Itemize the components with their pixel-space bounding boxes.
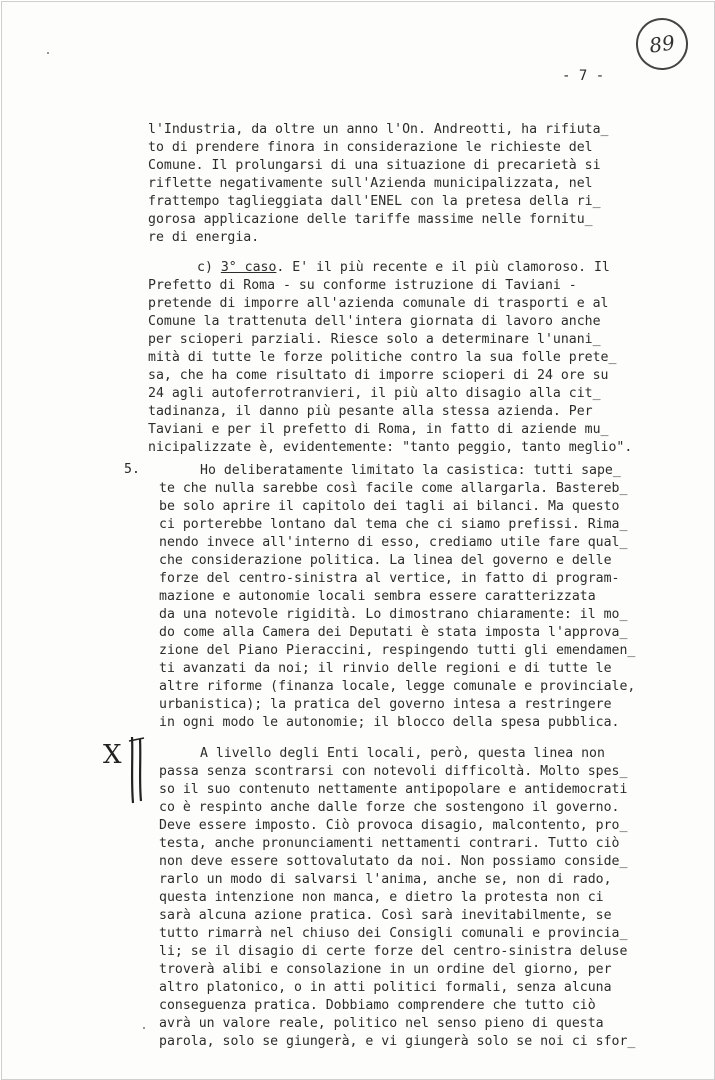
text-line: l'Industria, da oltre un anno l'On. Andreotti, ha rifiuta_ [148, 122, 609, 137]
text-line: do come alla Camera dei Deputati è stata imposta l'approva_ [159, 625, 628, 640]
text-line: Deve essere imposto. Ciò provoca disagio, malcontento, pro_ [159, 818, 628, 833]
text-line: questa intenzione non manca, e dietro la protesta non ci [159, 890, 604, 905]
text-line: mità di tutte le forze politiche contro la sua folle prete_ [148, 350, 617, 365]
text-line: rarlo un modo di salvarsi l'anima, anche se, non di rado, [159, 872, 612, 887]
text-line: urbanistica); la pratica del governo intesa a restringere [159, 697, 612, 712]
text-line: sarà alcuna azione pratica. Così sarà inevitabilmente, se [159, 908, 612, 923]
paragraph-number: 5. [124, 462, 140, 477]
text-line: testa, anche pronunciamenti nettamenti contrari. Tutto ciò [159, 836, 620, 851]
text-line: re di energia. [148, 230, 260, 245]
text-line: troverà alibi e consolazione in un ordine del giorno, per [159, 962, 612, 977]
text-line: 24 agli autoferrotranvieri, il più alto disagio alla cit_ [148, 386, 601, 401]
text-line: ti avanzati da noi; il rinvio delle regioni e di tutte le [159, 661, 612, 676]
text-line: che considerazione politica. La linea del governo e delle [159, 553, 612, 568]
text-line: non deve essere sottovalutato da noi. Non possiamo conside_ [159, 854, 628, 869]
text-line: in ogni modo le autonomie; il blocco della spesa pubblica. [159, 715, 620, 730]
text-line: nendo invece all'interno di esso, crediamo utile fare qual_ [159, 535, 628, 550]
text-line: mazione e autonomie locali sembra essere caratterizzata [159, 589, 596, 604]
scan-speck [143, 1027, 145, 1029]
text-line: per scioperi parziali. Riesce solo a determinare l'unani_ [148, 332, 601, 347]
text-line: be solo aprire il capitolo dei tagli ai bilanci. Ma questo [159, 499, 620, 514]
text-line: riflette negativamente sull'Azienda municipalizzata, nel [148, 176, 593, 191]
case-heading: 3° caso [220, 260, 277, 275]
text-line: A livello degli Enti locali, però, questa linea non [200, 746, 605, 761]
page-number: - 7 - [562, 68, 605, 84]
text-line: so il suo contenuto nettamente antipopolare e antidemocrati [159, 782, 628, 797]
page-stamp: 89 [633, 15, 692, 74]
text-line: co è respinto anche dalle forze che sostengono il governo. [159, 800, 620, 815]
text-line: pretende di imporre all'azienda comunale di trasporti e al [148, 296, 609, 311]
text-line: conseguenza pratica. Dobbiamo comprendere che tutto ciò [159, 998, 596, 1013]
text-line: tadinanza, il danno più pesante alla stessa azienda. Per [148, 404, 593, 419]
text-line: da una notevole rigidità. Lo dimostrano chiaramente: il mo_ [159, 607, 628, 622]
text-line: Ho deliberatamente limitato la casistica: tutti sape_ [200, 463, 621, 478]
text-line: Taviani e per il prefetto di Roma, in fatto di aziende mu_ [148, 422, 609, 437]
text-line: tutto rimarrà nel chiuso dei Consigli comunali e provincia_ [159, 926, 628, 941]
margin-bars-mark [128, 735, 148, 805]
text-line [197, 259, 610, 277]
text-line: Comune. Il prolungarsi di una situazione di precarietà si [148, 158, 601, 173]
text-line: li; se il disagio di certe forze del centro-sinistra deluse [159, 944, 628, 959]
text-line: frattempo taglieggiata dall'ENEL con la pretesa della ri_ [148, 194, 601, 209]
text-line: sa, che ha come risultato di imporre scioperi di 24 ore su [148, 368, 609, 383]
case-marker: c) [197, 260, 221, 275]
case-intro: . E' il più recente e il più clamoroso. Il [276, 260, 610, 275]
text-line: to di prendere finora in considerazione le richieste del [148, 140, 593, 155]
text-line: ci porterebbe lontano dal tema che ci siamo prefissi. Rima_ [159, 517, 628, 532]
text-line: avrà un valore reale, politico nel senso pieno di questa [159, 1016, 604, 1031]
text-line: passa senza scontrarsi con notevoli difficoltà. Molto spes_ [159, 764, 628, 779]
text-line: Prefetto di Roma - su conforme istruzione di Taviani - [148, 278, 577, 293]
text-line: altre riforme (finanza locale, legge comunale e provinciale, [159, 679, 636, 694]
text-line: zione del Piano Pieraccini, respingendo tutti gli emendamen_ [159, 643, 636, 658]
scan-speck [47, 52, 49, 54]
text-line: nicipalizzate è, evidentemente: "tanto peggio, tanto meglio". [148, 440, 633, 455]
text-line: parola, solo se giungerà, e vi giungerà solo se noi ci sfor_ [159, 1034, 636, 1049]
text-line: te che nulla sarebbe così facile come allargarla. Bastereb_ [159, 481, 628, 496]
text-line: gorosa applicazione delle tariffe massime nelle fornitu_ [148, 212, 593, 227]
text-line: altro platonico, o in atti politici formali, senza alcuna [159, 980, 612, 995]
text-line: forze del centro-sinistra al vertice, in fatto di program- [159, 571, 620, 586]
text-line: Comune la trattenuta dell'intera giornata di lavoro anche [148, 314, 601, 329]
margin-x-mark: X [103, 740, 122, 770]
